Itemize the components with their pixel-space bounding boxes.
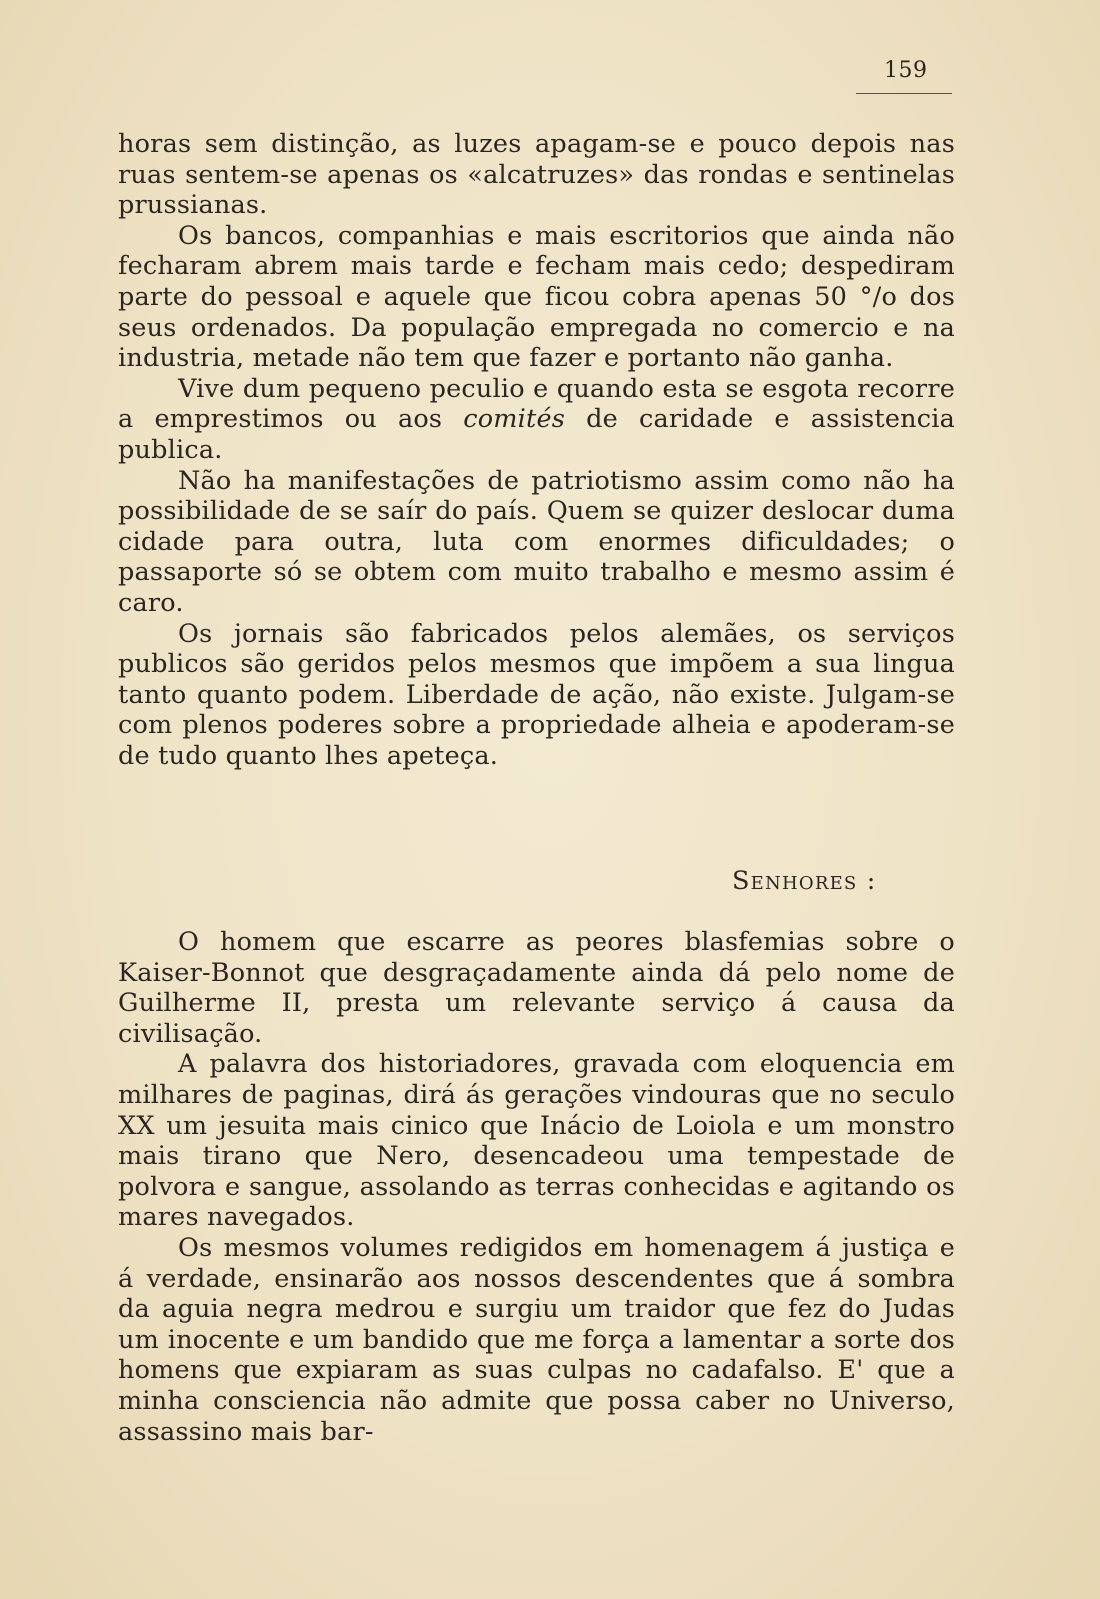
paragraph-newspapers: Os jornais são fabricados pelos alemães, os serviços publicos são geridos pelos mesmos que impõem a sua lingua tanto quanto podem. Liberdade de ação, não existe. Julgam-se com plenos poderes sobre a propriedade alheia e apoderam-se de tudo quanto lhes apeteça. <box>118 618 955 771</box>
paragraph-peculio-text-b: de caridade e assistencia publica. <box>118 404 955 465</box>
paragraph-kaiser: O homem que escarre as peores blasfemias sobre o Kaiser-Bonnot que desgraçadamente ainda dá pelo nome de Guilherme II, presta um relevante serviço á causa da civilisação. <box>118 927 955 1049</box>
paragraph-banks: Os bancos, companhias e mais escritorios que ainda não fecharam abrem mais tarde e fecham mais cedo; despediram parte do pessoal e aquele que ficou cobra apenas 50 °/o dos seus ordenados. Da população empregada no comercio e na industria, metade não tem que fazer e portanto não ganha. <box>118 220 955 374</box>
text-block-before-salutation <box>118 129 955 771</box>
page-number: 159 <box>884 58 928 83</box>
italic-word-comites: comités <box>463 404 566 435</box>
paragraph-continued: horas sem distinção, as luzes apagam-se e pouco depois nas ruas sentem-se apenas os «alcatruzes» das rondas e sentinelas prussianas. <box>118 129 955 221</box>
paragraph-patriotism: Não ha manifestações de patriotismo assim como não ha possibilidade de se saír do país. Quem se quizer deslocar duma cidade para outra, luta com enormes dificuldades; o passaporte só se obtem com muito trabalho e mesmo assim é caro. <box>118 465 955 618</box>
page-number-rule <box>856 93 952 94</box>
salutation-heading: Senhores : <box>732 866 877 896</box>
paragraph-peculio-text-a: Vive dum pequeno peculio e quando esta se esgota recorre a emprestimos ou aos <box>118 373 955 435</box>
paragraph-peculio <box>118 374 955 466</box>
text-block-after-salutation <box>118 927 955 1447</box>
paragraph-historians: A palavra dos historiadores, gravada com eloquencia em milhares de paginas, dirá ás gerações vindouras que no seculo XX um jesuita mais cinico que Inácio de Loiola e um monstro mais tirano que Nero, desencadeou uma tempestade de polvora e sangue, assolando as terras conhecidas e agitando os mares navegados. <box>118 1049 955 1233</box>
paragraph-volumes: Os mesmos volumes redigidos em homenagem á justiça e á verdade, ensinarão aos nossos descendentes que á sombra da aguia negra medrou e surgiu um traidor que fez do Judas um inocente e um bandido que me força a lamentar a sorte dos homens que expiaram as suas culpas no cadafalso. E' que a minha consciencia não admite que possa caber no Universo, assassino mais bar- <box>118 1232 955 1447</box>
